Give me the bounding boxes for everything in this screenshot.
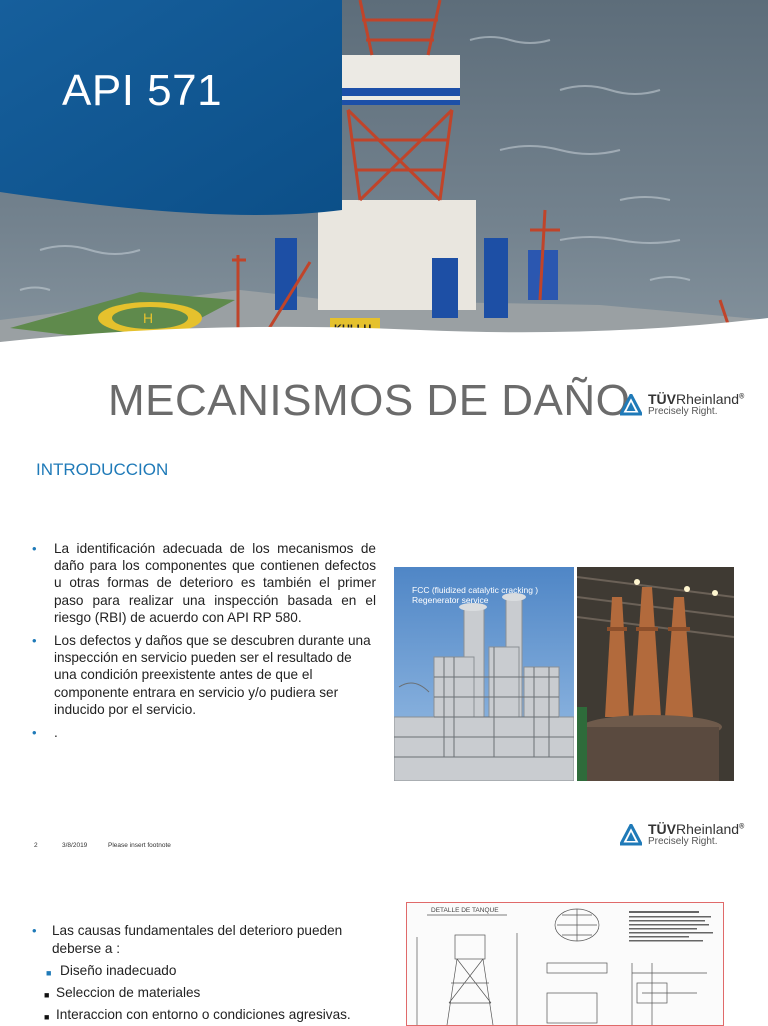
bullet-icon: • [32, 923, 37, 938]
drawing-title: DETALLE DE TANQUE [431, 907, 499, 914]
presentation-title: API 571 [62, 66, 223, 115]
square-bullet-icon: ■ [46, 968, 52, 978]
bullet-list [32, 540, 376, 747]
list-item: • Los defectos y daños que se descubren durante una inspección en servicio pueden ser el resultado de una condición preexistente antes de que el componente entrara en servicio y/o pudiera ser inducido por el servicio. [32, 633, 371, 717]
bullet-icon: • [32, 725, 37, 741]
footer-note: Please insert footnote [108, 842, 171, 849]
section-title: MECANISMOS DE DAÑO [108, 376, 631, 425]
bullet-list [32, 922, 376, 1024]
logo-slogan: Precisely Right. [648, 835, 718, 847]
square-bullet-icon: ■ [44, 990, 50, 1000]
hero-image [0, 0, 768, 372]
tank-technical-drawing [406, 902, 724, 1026]
section-heading: INTRODUCCION [36, 460, 169, 479]
logo-brand: TÜVRheinland® [648, 821, 745, 837]
bullet-icon: • [32, 541, 37, 556]
footer-date: 3/8/2019 [62, 842, 88, 849]
regenerator-photo [577, 567, 734, 781]
list-item: ■ Seleccion de materiales [32, 984, 376, 1002]
square-bullet-icon: ■ [44, 1012, 50, 1022]
list-item: • Las causas fundamentales del deterioro pueden deberse a : [32, 923, 343, 956]
list-item: • La identificación adecuada de los mecanismos de daño para los componentes que contienen defectos u otras formas de deterioro es también el primer paso para realizar una inspección basada en el riesgo (RBI) de acuerdo con API RP 580. [32, 541, 376, 625]
tuv-triangle-icon [620, 824, 642, 846]
tuv-triangle-icon [620, 394, 642, 416]
tuv-logo [620, 822, 744, 847]
list-item: ■ Diseño inadecuado [32, 962, 376, 980]
bullet-icon: • [32, 633, 37, 649]
photo-caption: FCC (fluidized catalytic cracking ) Regenerator service [412, 585, 539, 605]
logo-brand: TÜVRheinland® [648, 391, 745, 407]
tank-drawing-graphic [407, 903, 723, 1025]
list-item: • . [32, 725, 58, 741]
footer-page-number: 2 [34, 842, 38, 849]
logo-slogan: Precisely Right. [648, 405, 718, 417]
offshore-rig-photo [0, 0, 768, 372]
list-item: ■ Interaccion con entorno o condiciones agresivas. [32, 1006, 376, 1024]
svg-text:H: H [143, 310, 154, 326]
tuv-logo [620, 392, 744, 417]
